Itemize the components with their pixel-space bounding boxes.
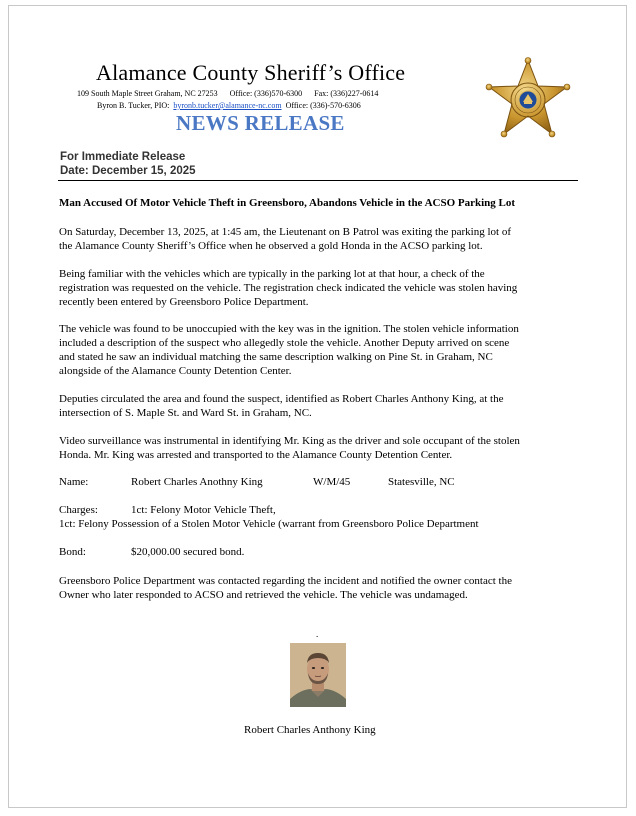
paragraph-line: Owner who later responded to ACSO and retrieved the vehicle. The vehicle was undamaged. <box>59 589 468 601</box>
paragraph-line: On Saturday, December 13, 2025, at 1:45 am, the Lieutenant on B Patrol was exiting the parking lot of <box>59 226 512 238</box>
address: 109 South Maple Street Graham, NC 27253 <box>77 89 218 98</box>
suspect-mugshot-photo <box>290 643 346 707</box>
paragraph-line: Deputies circulated the area and found the suspect, identified as Robert Charles Anthony King, at the <box>59 393 504 405</box>
name-label: Name: <box>59 476 89 488</box>
paragraph-line: and stated he saw an individual matching the same description walking on Pine St. in Graham, NC <box>59 351 493 363</box>
paragraph-line: Honda. Mr. King was arrested and transported to the Alamance County Detention Center. <box>59 449 453 461</box>
paragraph-line: intersection of S. Maple St. and Ward St. in Graham, NC. <box>59 407 312 419</box>
charge-1: 1ct: Felony Motor Vehicle Theft, <box>131 504 276 516</box>
release-date: Date: December 15, 2025 <box>60 165 196 177</box>
pio-office: Office: (336)-570-6306 <box>285 101 361 110</box>
photo-caption: Robert Charles Anthony King <box>244 724 376 736</box>
pio-line <box>97 101 361 110</box>
closing-paragraph <box>59 574 584 602</box>
address-line <box>77 89 378 98</box>
paragraph-line: alongside of the Alamance County Detention Center. <box>59 365 292 377</box>
name-value: Robert Charles Anothny King <box>131 476 263 488</box>
pio-label: Byron B. Tucker, PIO: <box>97 101 170 110</box>
paragraph-line: Greensboro Police Department was contacted regarding the incident and notified the owner contact the <box>59 575 512 587</box>
news-release-title: NEWS RELEASE <box>176 111 345 135</box>
paragraph-line: recently been entered by Greensboro Police Department. <box>59 296 309 308</box>
bond-value: $20,000.00 secured bond. <box>131 546 245 558</box>
pio-email-link[interactable]: byronb.tucker@alamance-nc.com <box>173 101 282 110</box>
bond-label: Bond: <box>59 546 86 558</box>
paragraph-line: included a description of the suspect who allegedly stole the vehicle. Another Deputy arrived on scene <box>59 337 510 349</box>
sheriff-star-badge-icon <box>485 57 571 141</box>
fax-number: Fax: (336)227-0614 <box>314 89 379 98</box>
location-value: Statesville, NC <box>388 476 455 488</box>
paragraph-4 <box>59 392 584 420</box>
paragraph-line: the Alamance County Sheriff’s Office when he observed a gold Honda in the ACSO parking lot. <box>59 240 483 252</box>
paragraph-3 <box>59 322 584 378</box>
immediate-release-label: For Immediate Release <box>60 151 186 163</box>
headline: Man Accused Of Motor Vehicle Theft in Greensboro, Abandons Vehicle in the ACSO Parking Lot <box>59 197 516 209</box>
demographic-value: W/M/45 <box>313 476 351 488</box>
paragraph-2 <box>59 267 584 309</box>
paragraph-1 <box>59 225 584 253</box>
paragraph-5 <box>59 434 584 462</box>
paragraph-line: Video surveillance was instrumental in identifying Mr. King as the driver and sole occupant of the stolen <box>59 435 520 447</box>
charges-label: Charges: <box>59 504 98 516</box>
header-divider <box>58 180 578 181</box>
org-name: Alamance County Sheriff’s Office <box>96 60 406 85</box>
dot-mark: . <box>316 629 319 639</box>
office-phone: Office: (336)570-6300 <box>229 89 303 98</box>
paragraph-line: registration was requested on the vehicle. The registration check indicated the vehicle was stolen having <box>59 282 518 294</box>
paragraph-line: Being familiar with the vehicles which are typically in the parking lot at that hour, a check of the <box>59 268 485 280</box>
paragraph-line: The vehicle was found to be unoccupied with the key was in the ignition. The stolen vehicle information <box>59 323 519 335</box>
charge-2: 1ct: Felony Possession of a Stolen Motor Vehicle (warrant from Greensboro Police Department <box>59 518 479 530</box>
